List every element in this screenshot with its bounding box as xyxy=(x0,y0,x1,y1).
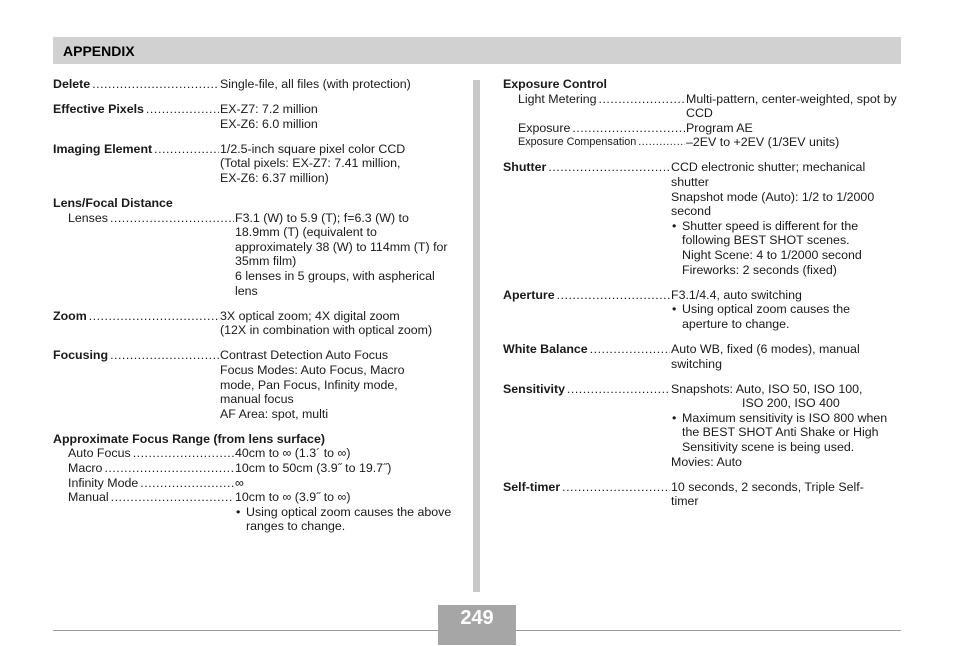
spec-label: White Balance xyxy=(503,342,588,356)
spec-manual xyxy=(53,490,458,534)
spec-value: EX-Z7: 7.2 million xyxy=(220,102,318,117)
spec-label: Imaging Element xyxy=(53,141,153,156)
spec-label: Shutter xyxy=(503,160,547,175)
spec-value: Snapshots: Auto, ISO 50, ISO 100, xyxy=(671,381,863,396)
leader-dots xyxy=(590,342,670,357)
section-title: APPENDIX xyxy=(63,43,135,59)
spec-label: Delete xyxy=(53,77,91,91)
leader-dots xyxy=(110,211,234,226)
note-text: Shutter speed is different for the xyxy=(682,218,859,233)
leader-dots xyxy=(89,309,219,324)
left-column xyxy=(53,77,458,534)
spec-value: EX-Z6: 6.37 million) xyxy=(220,170,329,185)
spec-value: 18.9mm (T) (equivalent to xyxy=(235,225,377,240)
spec-value: Focus Modes: Auto Focus, Macro xyxy=(220,363,405,377)
bullet-note xyxy=(671,411,901,455)
note-text: Maximum sensitivity is ISO 800 when xyxy=(682,410,888,425)
spec-delete xyxy=(53,77,458,92)
leader-dots xyxy=(140,476,234,491)
spec-focusing xyxy=(53,348,458,421)
spec-value: Snapshot mode (Auto): 1/2 to 1/2000 xyxy=(671,189,875,204)
bullet-icon: • xyxy=(672,410,677,425)
leader-dots xyxy=(111,490,234,505)
spec-white-balance xyxy=(503,342,901,371)
note-text: Using optical zoom causes the above xyxy=(246,504,452,519)
note-text: Night Scene: 4 to 1/2000 second xyxy=(682,248,862,263)
bullet-note xyxy=(671,219,901,277)
spec-effective-pixels xyxy=(53,102,458,131)
spec-value: Auto WB, fixed (6 modes), manual xyxy=(671,342,860,356)
note-text: aperture to change. xyxy=(682,316,790,331)
spec-value: (12X in combination with optical zoom) xyxy=(220,323,433,338)
note-text: Sensitivity scene is being used. xyxy=(682,440,855,455)
leader-dots xyxy=(638,135,685,150)
spec-value: shutter xyxy=(671,175,709,190)
spec-label: Exposure xyxy=(518,120,571,135)
spec-value: CCD electronic shutter; mechanical xyxy=(671,160,866,175)
spec-value: Single-file, all files (with protection) xyxy=(220,77,411,91)
page-number-box xyxy=(438,605,516,645)
spec-auto-focus xyxy=(53,446,458,461)
note-text: Using optical zoom causes the xyxy=(682,302,851,317)
note-text: following BEST SHOT scenes. xyxy=(682,233,850,248)
spec-value: Multi-pattern, center-weighted, spot by xyxy=(686,91,897,106)
spec-label: Exposure Compensation xyxy=(518,136,637,149)
column-divider xyxy=(473,80,480,592)
note-text: ranges to change. xyxy=(246,519,346,534)
spec-value: 10cm to ∞ (3.9˝ to ∞) xyxy=(235,490,351,505)
spec-aperture xyxy=(503,288,901,332)
leader-dots xyxy=(562,480,670,495)
spec-label: Effective Pixels xyxy=(53,102,144,117)
spec-exposure xyxy=(503,121,901,136)
note-text: Fireworks: 2 seconds (fixed) xyxy=(682,262,837,277)
spec-light-metering xyxy=(503,92,901,121)
spec-zoom xyxy=(53,309,458,338)
spec-macro xyxy=(53,461,458,476)
leader-dots xyxy=(133,446,234,461)
spec-value: AF Area: spot, multi xyxy=(220,406,329,421)
spec-value: manual focus xyxy=(220,392,294,407)
spec-value: (Total pixels: EX-Z7: 7.41 million, xyxy=(220,156,401,171)
spec-value: EX-Z6: 6.0 million xyxy=(220,116,318,131)
spec-label: Aperture xyxy=(503,287,555,302)
spec-value: Program AE xyxy=(686,120,753,135)
spec-imaging-element xyxy=(53,142,458,186)
spec-value: 6 lenses in 5 groups, with aspherical xyxy=(235,269,435,284)
spec-value: mode, Pan Focus, Infinity mode, xyxy=(220,377,398,392)
spec-label: Lenses xyxy=(68,210,108,225)
leader-dots xyxy=(557,288,670,303)
bullet-note xyxy=(671,302,901,331)
spec-value: F3.1/4.4, auto switching xyxy=(671,287,802,302)
spec-value: switching xyxy=(671,356,722,371)
spec-value: 40cm to ∞ (1.3´ to ∞) xyxy=(235,446,351,461)
spec-infinity-mode xyxy=(53,476,458,491)
leader-dots xyxy=(599,92,685,107)
spec-exposure-compensation xyxy=(503,135,901,150)
spec-label: Self-timer xyxy=(503,479,561,494)
spec-label: Light Metering xyxy=(518,91,597,106)
page-number: 249 xyxy=(460,607,494,629)
spec-value: second xyxy=(671,204,711,219)
leader-dots xyxy=(92,77,219,92)
spec-self-timer xyxy=(503,480,901,509)
spec-value: 3X optical zoom; 4X digital zoom xyxy=(220,308,400,323)
spec-value: F3.1 (W) to 5.9 (T); f=6.3 (W) to xyxy=(235,210,409,225)
spec-value: CCD xyxy=(686,106,713,121)
spec-value: Contrast Detection Auto Focus xyxy=(220,348,389,363)
bullet-note xyxy=(235,505,458,534)
spec-value: timer xyxy=(671,494,699,509)
spec-heading: Approximate Focus Range (from lens surface) xyxy=(53,431,325,446)
leader-dots xyxy=(146,102,219,117)
bullet-icon: • xyxy=(672,302,677,317)
bullet-icon: • xyxy=(672,218,677,233)
spec-shutter xyxy=(503,160,901,277)
right-column xyxy=(503,77,901,509)
bullet-icon: • xyxy=(236,504,241,519)
spec-lenses xyxy=(53,211,458,299)
spec-label: Manual xyxy=(68,490,109,505)
spec-heading: Lens/Focal Distance xyxy=(53,196,173,211)
note-text: the BEST SHOT Anti Shake or High xyxy=(682,425,879,440)
spec-sensitivity xyxy=(503,382,901,470)
spec-label: Auto Focus xyxy=(68,446,131,461)
spec-value: –2EV to +2EV (1/3EV units) xyxy=(686,135,840,150)
spec-value: approximately 38 (W) to 114mm (T) for xyxy=(235,239,448,254)
spec-value: 10 seconds, 2 seconds, Triple Self- xyxy=(671,479,864,494)
spec-heading: Exposure Control xyxy=(503,77,607,91)
leader-dots xyxy=(572,121,685,136)
leader-dots xyxy=(110,348,219,363)
leader-dots xyxy=(567,382,670,397)
leader-dots xyxy=(104,461,234,476)
spec-value: Movies: Auto xyxy=(671,454,742,469)
leader-dots xyxy=(154,142,219,157)
header-bar xyxy=(53,37,901,64)
spec-label: Macro xyxy=(68,461,103,476)
spec-value: 35mm film) xyxy=(235,254,297,269)
leader-dots xyxy=(548,160,670,175)
spec-label: Sensitivity xyxy=(503,381,565,396)
spec-value: lens xyxy=(235,283,258,298)
spec-value: ∞ xyxy=(235,475,244,490)
spec-value: 10cm to 50cm (3.9˝ to 19.7˝) xyxy=(235,461,392,476)
spec-label: Zoom xyxy=(53,308,87,323)
spec-value: ISO 200, ISO 400 xyxy=(742,396,840,411)
spec-label: Infinity Mode xyxy=(68,475,139,490)
spec-value: 1/2.5-inch square pixel color CCD xyxy=(220,141,406,156)
spec-label: Focusing xyxy=(53,348,109,363)
